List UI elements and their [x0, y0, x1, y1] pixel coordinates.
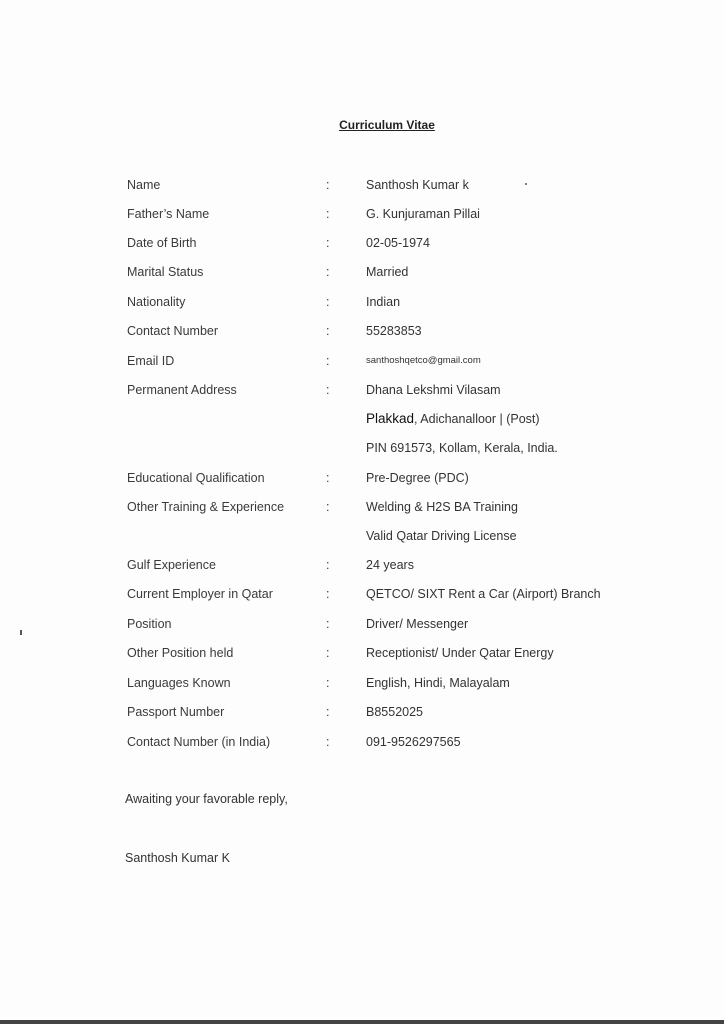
field-colon: : [326, 676, 330, 690]
field-value-contact-number: 55283853 [366, 324, 422, 338]
field-row-position [0, 614, 724, 634]
field-label-contact-number-india: Contact Number (in India) [127, 735, 271, 749]
field-value-address-line-1: Dhana Lekshmi Vilasam [366, 383, 501, 397]
field-value-address-line-3: PIN 691573, Kollam, Kerala, India. [366, 441, 558, 455]
field-row-address-line-2 [0, 409, 724, 429]
field-row-educational-qualification [0, 468, 724, 488]
field-label-email: Email ID [127, 354, 175, 368]
field-row-other-training [0, 497, 724, 517]
field-colon: : [326, 471, 330, 485]
document-title-text: Curriculum Vitae [339, 118, 435, 132]
field-label-current-employer: Current Employer in Qatar [127, 587, 273, 601]
field-label-permanent-address: Permanent Address [127, 383, 237, 397]
scan-mark [20, 630, 22, 635]
field-colon: : [326, 324, 330, 338]
field-row-passport-number [0, 702, 724, 722]
address-place-name: Plakkad [366, 411, 415, 426]
scan-bottom-edge [0, 1020, 724, 1024]
field-value-gulf-experience: 24 years [366, 558, 414, 572]
field-value-address-line-2 [366, 409, 540, 429]
field-label-other-training: Other Training & Experience [127, 500, 285, 514]
field-label-other-position: Other Position held [127, 646, 234, 660]
field-value-other-position: Receptionist/ Under Qatar Energy [366, 646, 554, 660]
field-label-passport-number: Passport Number [127, 705, 225, 719]
field-row-email [0, 351, 724, 371]
field-colon: : [326, 207, 330, 221]
field-value-name: Santhosh Kumar k [366, 178, 469, 192]
field-value-educational-qualification: Pre-Degree (PDC) [366, 471, 469, 485]
field-colon: : [326, 735, 330, 749]
field-row-gulf-experience [0, 555, 724, 575]
field-colon: : [326, 646, 330, 660]
field-row-name [0, 175, 724, 195]
field-colon: : [326, 383, 330, 397]
field-row-other-position [0, 643, 724, 663]
field-colon: : [326, 354, 330, 368]
field-row-contact-number-india [0, 732, 724, 752]
field-label-nationality: Nationality [127, 295, 186, 309]
field-row-address-line-3 [0, 438, 724, 458]
scan-speck [525, 183, 527, 185]
field-value-fathers-name: G. Kunjuraman Pillai [366, 207, 480, 221]
field-row-languages [0, 673, 724, 693]
field-colon: : [326, 236, 330, 250]
field-value-nationality: Indian [366, 295, 401, 309]
field-label-marital-status: Marital Status [127, 265, 204, 279]
field-value-email: santhoshqetco@gmail.com [366, 355, 481, 366]
field-value-position: Driver/ Messenger [366, 617, 469, 631]
field-row-fathers-name [0, 204, 724, 224]
field-label-name: Name [127, 178, 161, 192]
field-value-date-of-birth: 02-05-1974 [366, 236, 430, 250]
field-row-contact-number [0, 321, 724, 341]
field-value-contact-number-india: 091-9526297565 [366, 735, 461, 749]
field-colon: : [326, 617, 330, 631]
field-colon: : [326, 265, 330, 279]
field-value-driving-license: Valid Qatar Driving License [366, 529, 517, 543]
field-label-contact-number: Contact Number [127, 324, 219, 338]
field-row-permanent-address [0, 380, 724, 400]
signature-name: Santhosh Kumar K [125, 851, 230, 865]
field-colon: : [326, 295, 330, 309]
field-colon: : [326, 178, 330, 192]
field-value-marital-status: Married [366, 265, 409, 279]
field-label-position: Position [127, 617, 172, 631]
field-row-current-employer [0, 584, 724, 604]
closing-line: Awaiting your favorable reply, [125, 792, 288, 806]
address-post-name: , Adichanalloor | (Post) [414, 412, 540, 426]
field-row-date-of-birth [0, 233, 724, 253]
field-colon: : [326, 705, 330, 719]
field-colon: : [326, 500, 330, 514]
field-colon: : [326, 587, 330, 601]
field-value-languages: English, Hindi, Malayalam [366, 676, 510, 690]
field-value-current-employer: QETCO/ SIXT Rent a Car (Airport) Branch [366, 587, 601, 601]
field-label-gulf-experience: Gulf Experience [127, 558, 216, 572]
field-label-date-of-birth: Date of Birth [127, 236, 197, 250]
field-label-educational-qualification: Educational Qualification [127, 471, 265, 485]
field-value-passport-number: B8552025 [366, 705, 424, 719]
field-label-fathers-name: Father’s Name [127, 207, 210, 221]
field-row-nationality [0, 292, 724, 312]
field-label-languages: Languages Known [127, 676, 231, 690]
document-title [0, 118, 724, 132]
field-row-marital-status [0, 262, 724, 282]
field-colon: : [326, 558, 330, 572]
field-value-other-training: Welding & H2S BA Training [366, 500, 518, 514]
field-row-driving-license [0, 526, 724, 546]
